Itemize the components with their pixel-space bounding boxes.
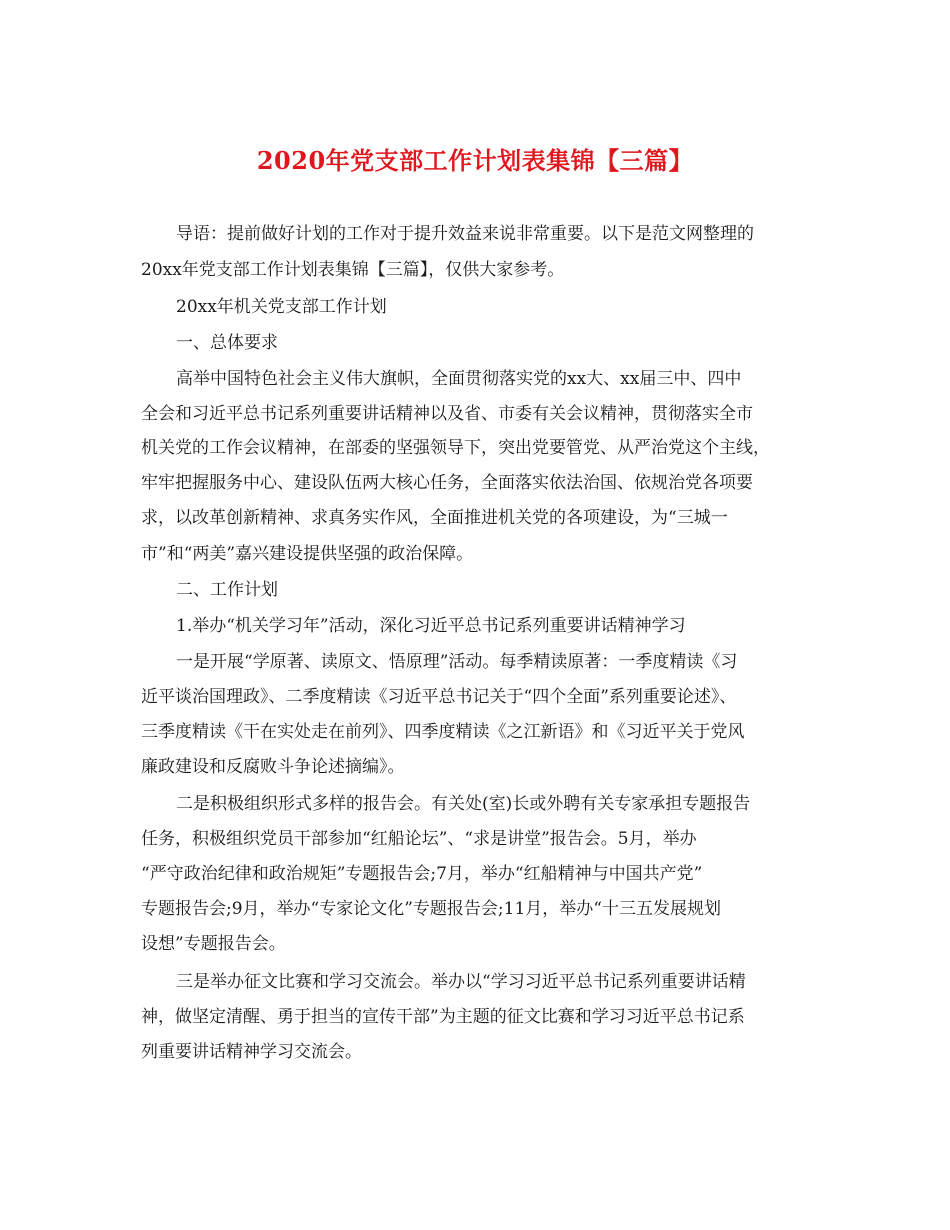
paragraph-line: 导语：提前做好计划的工作对于提升效益来说非常重要。以下是范文网整理的 [176,224,754,244]
paragraph-line: 20xx年党支部工作计划表集锦【三篇】，仅供大家参考。 [141,260,565,280]
paragraph-line: 专题报告会;9月，举办“专家论文化”专题报告会;11月，举办“十三五发展规划 [141,899,721,919]
paragraph-line: 列重要讲话精神学习交流会。 [141,1042,362,1062]
section-heading: 1.举办“机关学习年”活动，深化习近平总书记系列重要讲话精神学习 [176,616,686,636]
paragraph-line: 市”和“两美”嘉兴建设提供坚强的政治保障。 [141,544,474,564]
paragraph-line: 三是举办征文比赛和学习交流会。举办以“学习习近平总书记系列重要讲话精 [176,972,746,992]
section-heading: 二、工作计划 [176,580,278,600]
paragraph-line: 廉政建设和反腐败斗争论述摘编》。 [141,757,405,777]
paragraph-line: 近平谈治国理政》、二季度精读《习近平总书记关于“四个全面”系列重要论述》、 [141,687,737,707]
paragraph-line: 高举中国特色社会主义伟大旗帜，全面贯彻落实党的xx大、xx届三中、四中 [176,369,742,389]
paragraph-line: 全会和习近平总书记系列重要讲话精神以及省、市委有关会议精神，贯彻落实全市 [141,404,753,424]
paragraph-line: 设想”专题报告会。 [141,934,286,954]
paragraph-line: 二是积极组织形式多样的报告会。有关处(室)长或外聘有关专家承担专题报告 [176,794,751,814]
paragraph-line: 牢牢把握服务中心、建设队伍两大核心任务，全面落实依法治国、依规治党各项要 [141,473,753,493]
document-title: 2020年党支部工作计划表集锦【三篇】 [256,146,694,175]
section-heading: 一、总体要求 [176,333,278,353]
paragraph-line: 神，做坚定清醒、勇于担当的宣传干部”为主题的征文比赛和学习习近平总书记系 [141,1007,745,1027]
paragraph-line: “严守政治纪律和政治规矩”专题报告会;7月，举办“红船精神与中国共产党” [141,864,703,884]
section-heading: 20xx年机关党支部工作计划 [176,297,387,317]
paragraph-line: 任务，积极组织党员干部参加“红船论坛”、“求是讲堂”报告会。5月，举办 [141,829,697,849]
paragraph-line: 求，以改革创新精神、求真务实作风，全面推进机关党的各项建设，为“三城一 [141,508,728,528]
paragraph-line: 三季度精读《干在实处走在前列》、四季度精读《之江新语》和《习近平关于党风 [141,722,745,742]
paragraph-line: 一是开展“学原著、读原文、悟原理”活动。每季精读原著：一季度精读《习 [176,652,738,672]
paragraph-line: 机关党的工作会议精神，在部委的坚强领导下，突出党要管党、从严治党这个主线， [141,438,770,458]
